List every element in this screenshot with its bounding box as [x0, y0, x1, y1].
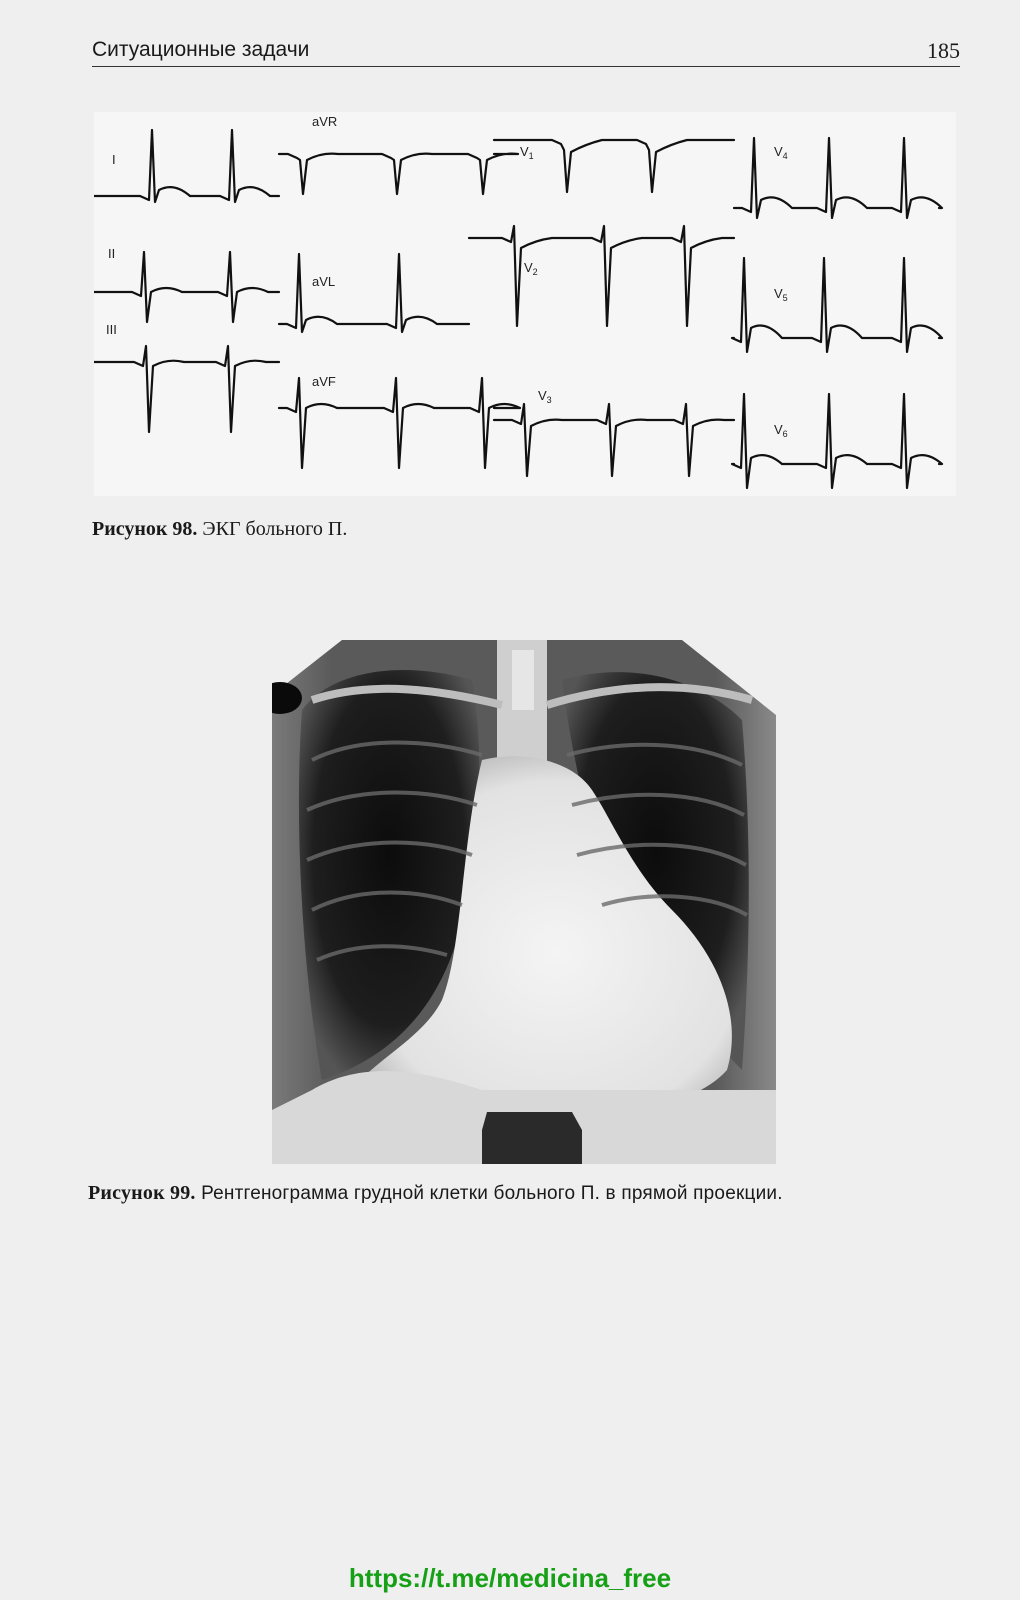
ecg-lead-trace [732, 258, 942, 352]
figure-99-text: Рентгенограмма грудной клетки больного П. в прямой проекции. [195, 1183, 783, 1204]
lead-label-V4: $V_4$ [774, 144, 788, 161]
telegram-link[interactable]: https://t.me/medicina_free [348, 1563, 672, 1593]
ecg-lead-trace [469, 226, 734, 326]
lead-label-I: I [112, 152, 116, 167]
lead-label-V1: $V_1$ [520, 144, 534, 161]
figure-98-label: Рисунок 98. [92, 518, 198, 540]
ecg-lead-trace [94, 130, 279, 202]
ecg-lead-trace [279, 154, 518, 194]
ecg-lead-trace [279, 378, 520, 468]
ecg-lead-trace [494, 140, 734, 192]
lead-label-V6: $V_6$ [774, 422, 788, 439]
lead-label-aVF: aVF [312, 374, 336, 389]
lead-label-V2: $V_2$ [524, 260, 538, 277]
lead-label-aVL: aVL [312, 274, 336, 289]
lead-label-V3: $V_3$ [538, 388, 552, 405]
figure-98-caption [92, 518, 347, 541]
figure-99-label: Рисунок 99. [88, 1182, 196, 1204]
ecg-lead-trace [734, 138, 942, 218]
lead-label-V5: $V_5$ [774, 286, 788, 303]
figure-99-caption [88, 1182, 783, 1205]
ecg-figure [94, 112, 956, 496]
figure-98-text: ЭКГ больного П. [197, 518, 348, 540]
ecg-tracing [94, 112, 956, 496]
ecg-lead-trace [732, 394, 942, 488]
lead-label-II: II [108, 246, 116, 261]
ecg-lead-trace [94, 252, 279, 322]
chest-xray-image [272, 640, 776, 1164]
ecg-lead-trace [279, 254, 469, 332]
running-head [92, 36, 960, 67]
running-head-title: Ситуационные задачи [92, 38, 310, 61]
lead-label-III: III [106, 322, 117, 337]
ecg-lead-trace [494, 404, 734, 476]
ecg-lead-trace [94, 346, 279, 432]
lead-label-aVR: aVR [312, 114, 338, 129]
page-number: 185 [927, 38, 960, 63]
chest-xray-picture [272, 640, 776, 1164]
